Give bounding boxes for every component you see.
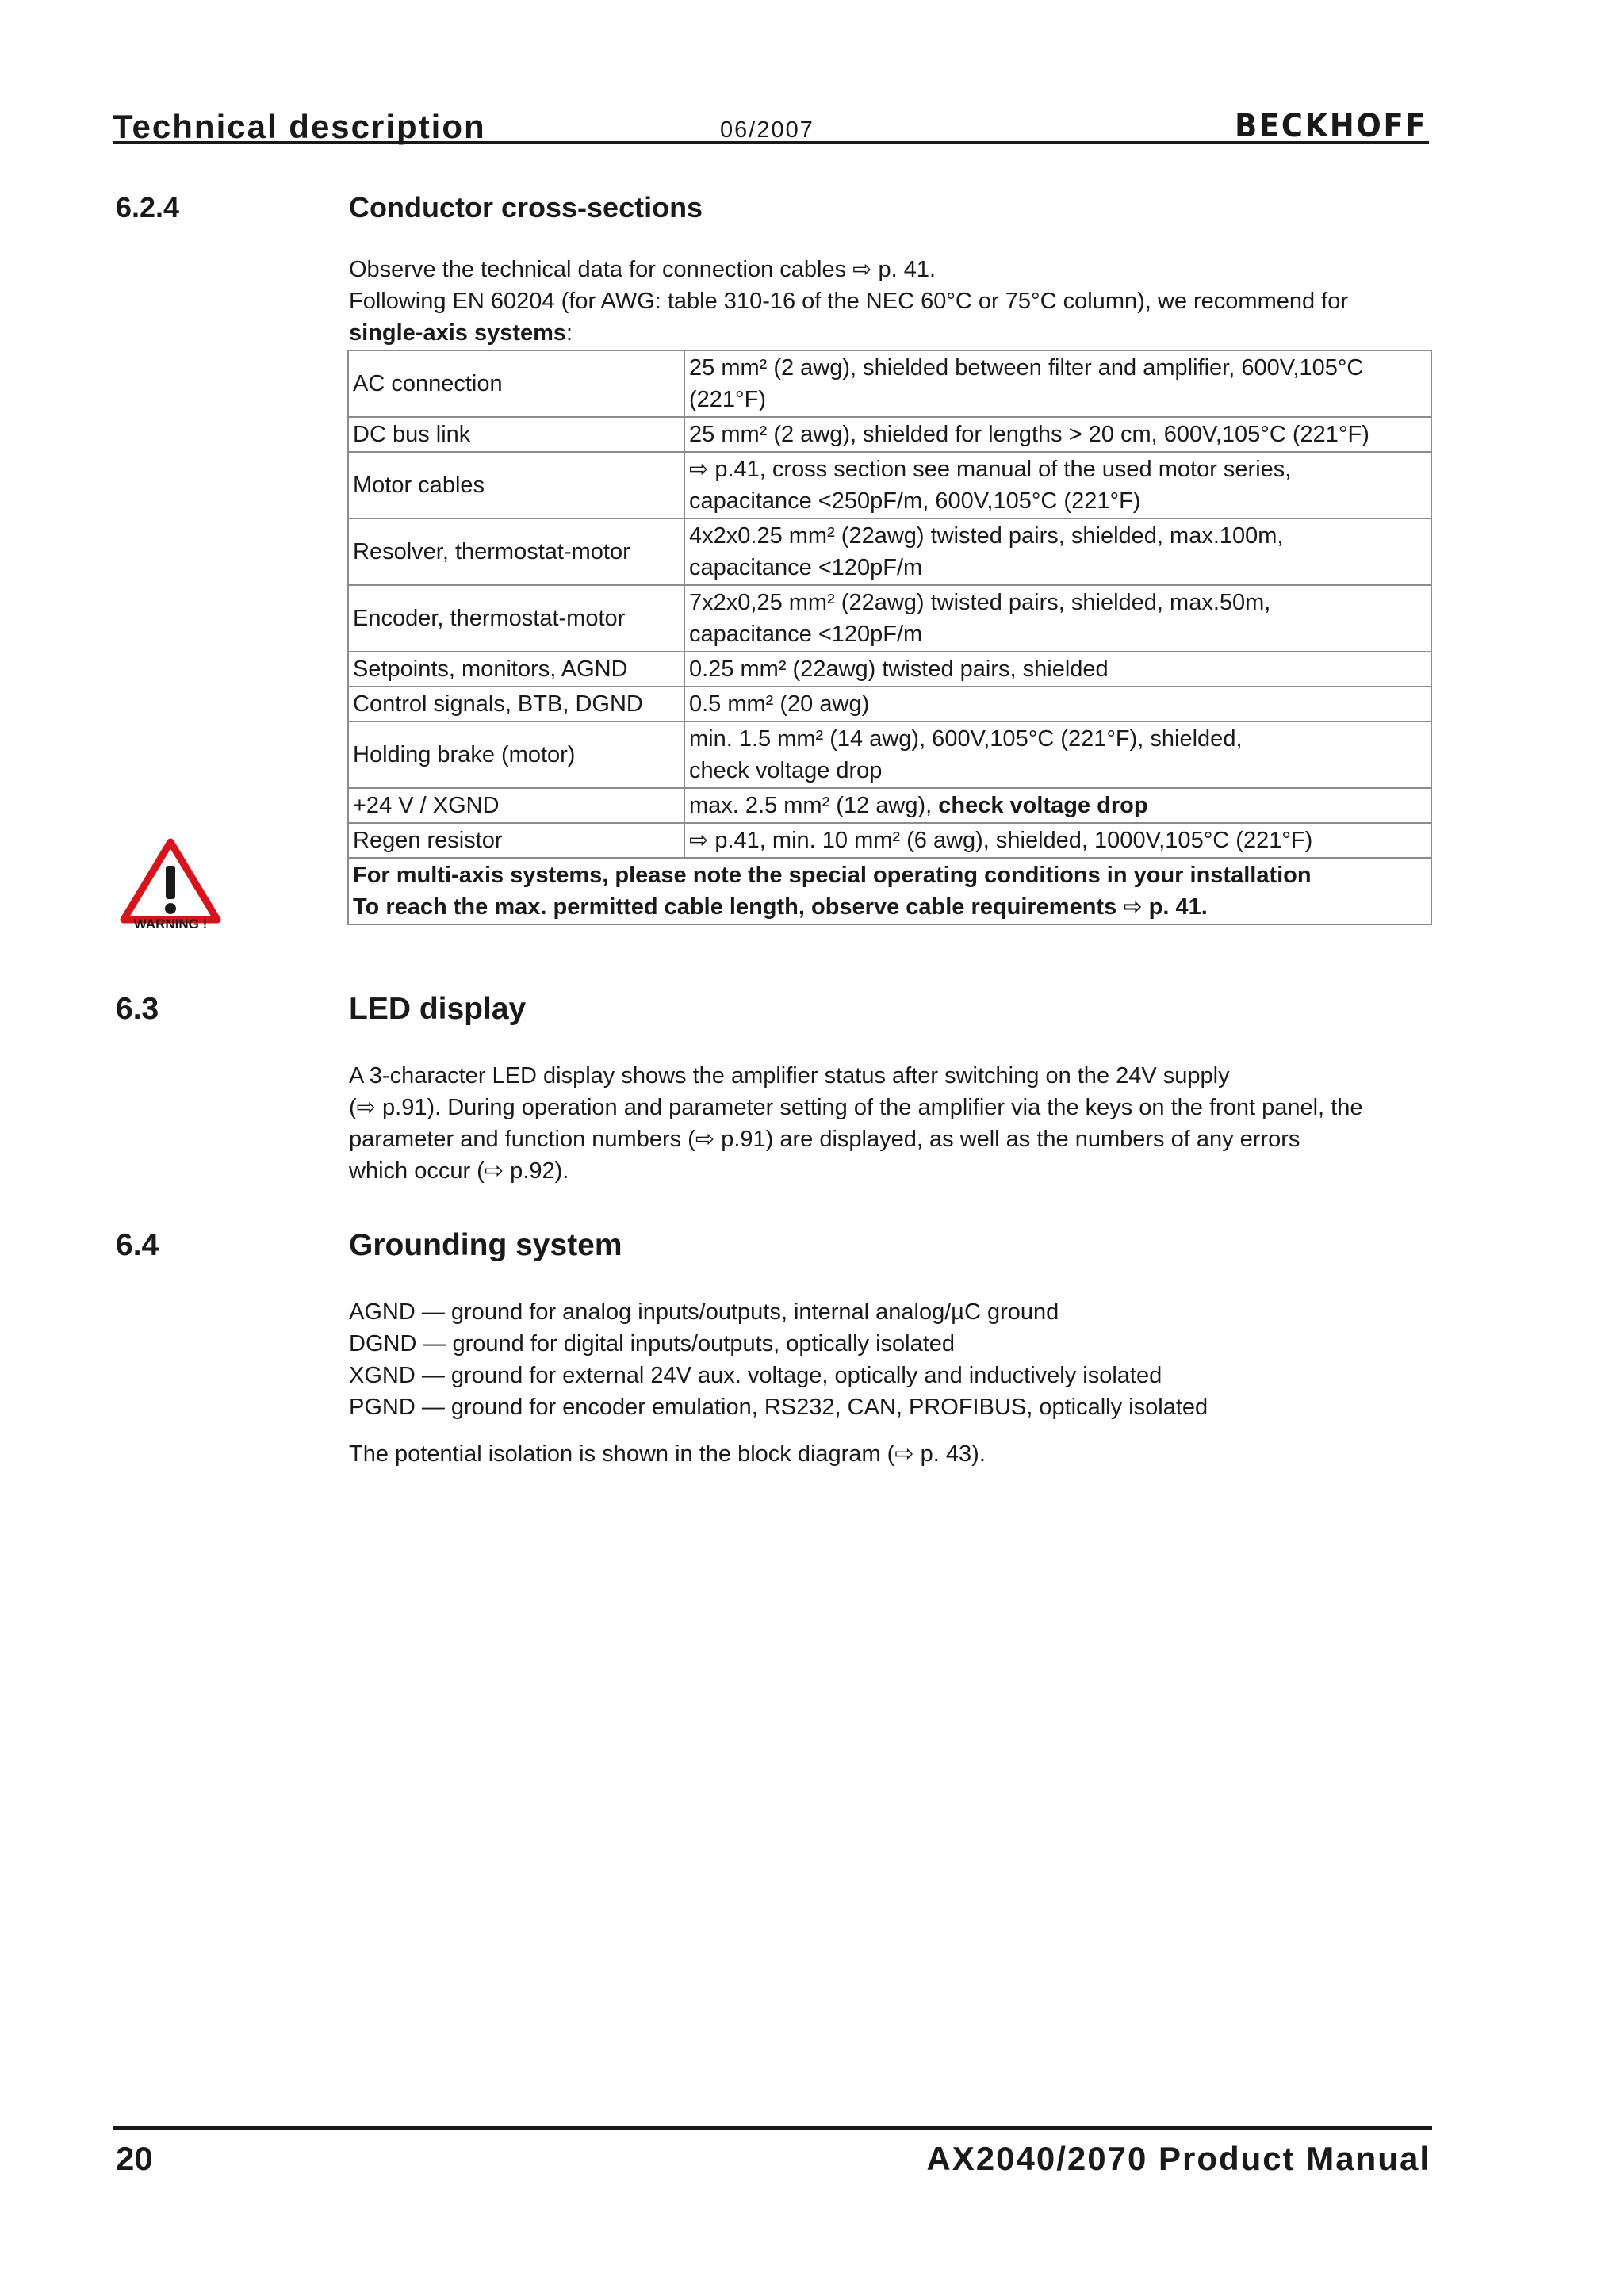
section-624-intro — [349, 254, 1443, 349]
table-cell-spec — [684, 788, 1431, 823]
table-cell-name: Resolver, thermostat-motor — [348, 519, 684, 585]
spec-text: max. 2.5 mm² (12 awg), — [689, 793, 939, 818]
table-cell-spec: min. 1.5 mm² (14 awg), 600V,105°C (221°F), shielded, check voltage drop — [684, 721, 1431, 788]
grounding-closing: The potential isolation is shown in the block diagram (⇨ p. 43). — [349, 1441, 986, 1467]
header-date: 06/2007 — [720, 117, 814, 143]
list-item: PGND — ground for encoder emulation, RS232, CAN, PROFIBUS, optically isolated — [349, 1395, 1208, 1420]
table-cell-spec: 0.25 mm² (22awg) twisted pairs, shielded — [684, 652, 1431, 687]
table-cell-name: DC bus link — [348, 417, 684, 452]
led-line-3: parameter and function numbers (⇨ p.91) are displayed, as well as the numbers of any errors — [349, 1127, 1300, 1152]
table-row — [348, 585, 1431, 652]
table-notes-cell — [348, 858, 1431, 924]
led-line-2: (⇨ p.91). During operation and parameter setting of the amplifier via the keys on the front panel, the — [349, 1095, 1363, 1120]
section-624-title: Conductor cross-sections — [349, 191, 703, 224]
table-row — [348, 350, 1431, 417]
led-line-1: A 3-character LED display shows the amplifier status after switching on the 24V supply — [349, 1063, 1230, 1089]
intro-colon: : — [566, 320, 573, 346]
table-row — [348, 721, 1431, 788]
table-cell-name: Encoder, thermostat-motor — [348, 585, 684, 652]
table-cell-name: +24 V / XGND — [348, 788, 684, 823]
section-64-title: Grounding system — [349, 1228, 622, 1262]
note-multi-axis: For multi-axis systems, please note the special operating conditions in your installation — [353, 863, 1312, 888]
table-row — [348, 823, 1431, 858]
conductor-cross-section-table — [347, 350, 1432, 925]
table-cell-spec: 4x2x0.25 mm² (22awg) twisted pairs, shielded, max.100m, capacitance <120pF/m — [684, 519, 1431, 585]
intro-bold-single-axis: single-axis systems — [349, 320, 567, 346]
intro-line-2: Following EN 60204 (for AWG: table 310-16 of the NEC 60°C or 75°C column), we recommend for — [349, 289, 1349, 314]
list-item: AGND — ground for analog inputs/outputs, internal analog/µC ground — [349, 1299, 1059, 1325]
table-cell-spec: 25 mm² (2 awg), shielded for lengths > 20 cm, 600V,105°C (221°F) — [684, 417, 1431, 452]
table-cell-name: Holding brake (motor) — [348, 721, 684, 788]
header-brand-logo: BECKHOFF — [1234, 108, 1427, 144]
section-63-paragraph — [349, 1060, 1443, 1187]
table-cell-name: Motor cables — [348, 452, 684, 519]
table-row — [348, 452, 1431, 519]
footer-page-number: 20 — [116, 2140, 153, 2177]
section-624-number: 6.2.4 — [116, 191, 180, 224]
table-cell-name: Setpoints, monitors, AGND — [348, 652, 684, 687]
table-cell-name: AC connection — [348, 350, 684, 417]
table-row — [348, 652, 1431, 687]
table-cell-spec: ⇨ p.41, min. 10 mm² (6 awg), shielded, 1000V,105°C (221°F) — [684, 823, 1431, 858]
header-rule — [113, 141, 1429, 144]
table-notes-row — [348, 858, 1431, 924]
led-line-4: which occur (⇨ p.92). — [349, 1158, 569, 1184]
table-cell-spec: ⇨ p.41, cross section see manual of the used motor series, capacitance <250pF/m, 600V,105°C (221°F) — [684, 452, 1431, 519]
table-cell-spec: 25 mm² (2 awg), shielded between filter and amplifier, 600V,105°C (221°F) — [684, 350, 1431, 417]
table-cell-spec: 0.5 mm² (20 awg) — [684, 687, 1431, 721]
intro-line-3 — [349, 317, 1443, 349]
table-cell-name: Regen resistor — [348, 823, 684, 858]
header-section-title: Technical description — [113, 108, 486, 145]
table-cell-name: Control signals, BTB, DGND — [348, 687, 684, 721]
footer-rule — [113, 2126, 1432, 2130]
section-64-number: 6.4 — [116, 1228, 159, 1262]
table-row — [348, 788, 1431, 823]
list-item: XGND — ground for external 24V aux. voltage, optically and inductively isolated — [349, 1363, 1162, 1388]
intro-line-1: Observe the technical data for connection cables ⇨ p. 41. — [349, 257, 936, 282]
grounding-list — [349, 1296, 1443, 1423]
note-cable-length: To reach the max. permitted cable length, observe cable requirements ⇨ p. 41. — [353, 894, 1208, 920]
section-63-title: LED display — [349, 992, 527, 1026]
spec-bold-check-voltage: check voltage drop — [938, 793, 1148, 818]
table-row — [348, 417, 1431, 452]
table-cell-spec: 7x2x0,25 mm² (22awg) twisted pairs, shielded, max.50m, capacitance <120pF/m — [684, 585, 1431, 652]
table-row — [348, 687, 1431, 721]
section-63-number: 6.3 — [116, 992, 159, 1026]
list-item: DGND — ground for digital inputs/outputs, optically isolated — [349, 1331, 956, 1357]
warning-label: WARNING ! — [133, 916, 208, 932]
table-row — [348, 519, 1431, 585]
footer-manual-title: AX2040/2070 Product Manual — [926, 2140, 1431, 2177]
